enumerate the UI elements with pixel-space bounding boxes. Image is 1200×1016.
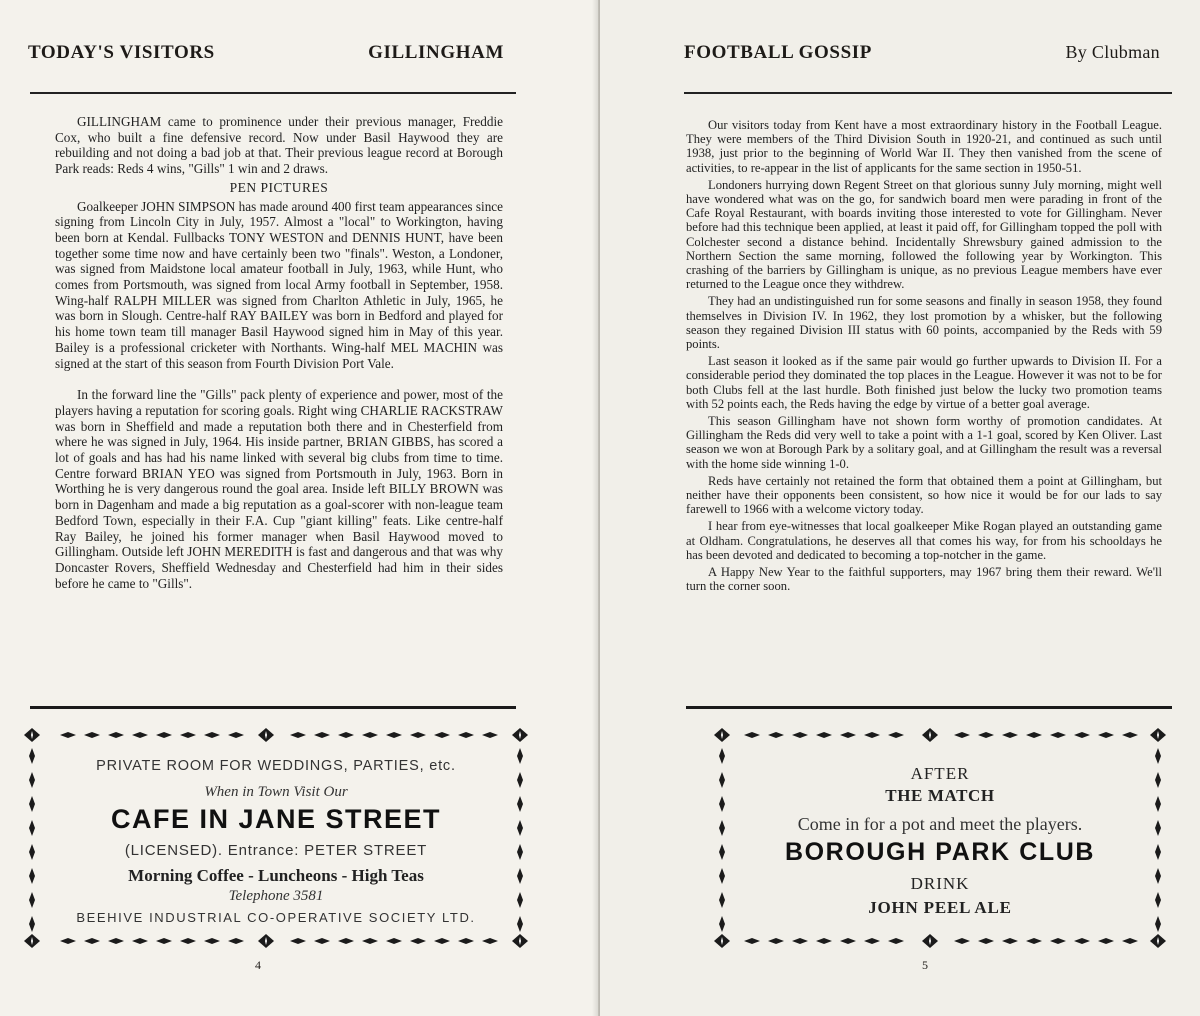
pen-pictures-heading: PEN PICTURES [229,179,329,195]
club-advert-after: AFTER [910,764,970,783]
cafe-advert-telephone: Telephone 3581 [228,888,324,904]
gossip-paragraph-3: They had an undistinguished run for some seasons and finally in season 1958, they found themselves in Division IV. In 1962, they lost promotion by a whisker, but the following season they regained Division III status with 60 points, accompanied by the Reds with 59 points. [686,294,1162,352]
club-advert-border-bottom [710,934,1170,948]
left-header-rule [30,92,516,94]
right-page-header-title: FOOTBALL GOSSIP [684,42,872,63]
right-advert-rule [686,706,1172,709]
gossip-paragraph-7: I hear from eye-witnesses that local goalkeeper Mike Rogan played an outstanding game at Oldham. Congratulations, he deserves all that comes his way, for from his schooldays he has been devoted and dedicated to becoming a top-notcher in the game. [686,519,1162,562]
gossip-paragraph-8: A Happy New Year to the faithful supporters, may 1967 bring them their reward. We'll turn the corner soon. [686,565,1162,594]
cafe-advert-line-4: (LICENSED). Entrance: PETER STREET [124,842,428,859]
right-article [686,118,1162,594]
left-page-header-title: TODAY'S VISITORS [28,42,215,63]
right-page [600,0,1200,1016]
cafe-advert-name: CAFE IN JANE STREET [110,804,442,834]
cafe-advert [20,728,532,958]
right-header-rule [684,92,1172,94]
cafe-advert-line-1: PRIVATE ROOM FOR WEDDINGS, PARTIES, etc. [96,758,456,774]
cafe-advert-line-5: Morning Coffee - Luncheons - High Teas [128,866,424,885]
advert-border-bottom [20,934,532,948]
club-advert-the-match: THE MATCH [885,786,995,805]
advert-border-left [25,746,39,934]
pen-pictures-paragraph-1: Goalkeeper JOHN SIMPSON has made around 400 first team appearances since signing from Lincoln City in July, 1957. Almost a "local" to Workington, having been born at Kendal. Fullbacks TONY WESTON and DENNIS HUNT, have been together some time now and have certainly been two "finals". Weston, a Londoner, was signed from Maidstone local amateur football in July, 1963, while Hunt, who comes from Portsmouth, was signed from local Army football in September, 1958. Wing-half RALPH MILLER was signed from Charlton Athletic in July, 1965, he was born in Slough. Centre-half RAY BAILEY was born in Bedford and played for his home town team till manager Basil Haywood signed him in May of this year. Bailey is a professional cricketer with Northants. Wing-half MEL MACHIN was signed at the start of this season from Fourth Division Port Vale. [55,198,503,371]
left-article [55,114,503,591]
gossip-paragraph-6: Reds have certainly not retained the form that obtained them a point at Gillingham, but neither have their opponents been consistent, so how nice it would be for our lads to say farewell to 1966 with a welcome victory today. [686,473,1162,517]
right-page-header-byline: By Clubman [1065,42,1160,62]
advert-border-right [513,746,527,934]
gossip-paragraph-5: This season Gillingham have not shown form worthy of promotion candidates. At Gillingham the Reds did very well to take a point with a 1-1 goal, scored by Ken Oliver. Last season we won at Borough Park by a solitary goal, and at Gillingham the result was a reversal with the home side winning 1-0. [686,414,1162,471]
left-page [0,0,598,1016]
club-advert-ale: JOHN PEEL ALE [868,898,1012,917]
club-advert-name: BOROUGH PARK CLUB [784,838,1096,866]
left-page-number: 4 [255,958,261,972]
club-advert-drink: DRINK [910,874,970,893]
intro-paragraph: GILLINGHAM came to prominence under their previous manager, Freddie Cox, who built a fine defensive record. Now under Basil Haywood they are rebuilding and not doing a bad job at that. Their previous league record at Borough Park reads: Reds 4 wins, "Gills" 1 win and 2 draws. [55,114,503,177]
club-advert-border-top [710,728,1170,742]
pen-pictures-paragraph-2: In the forward line the "Gills" pack plenty of experience and power, most of the players having a reputation for scoring goals. Right wing CHARLIE RACKSTRAW was born in Sheffield and made a reputation both there and in Chesterfield from where he was signed in July, 1964. His inside partner, BRIAN GIBBS, has scored a lot of goals and has had his name linked with several big clubs from time to time. Centre forward BRIAN YEO was signed from Portsmouth in July, 1963. Born in Worthing he is very dangerous round the goal area. Inside left BILLY BROWN was born in Dagenham and made a big reputation as a goal-scorer with non-league team Bedford Town, especially in their F.A. Cup "giant killing" feats. Like centre-half Ray Bailey, he joined his former manager when Basil Haywood moved to Gillingham. Outside left JOHN MEREDITH is fast and dangerous and that was why Doncaster Rovers, Sheffield Wednesday and Chesterfield had him in their sides before he came to "Gills". [55,387,503,591]
club-advert-invite: Come in for a pot and meet the players. [797,814,1083,834]
cafe-advert-society: BEEHIVE INDUSTRIAL CO-OPERATIVE SOCIETY LTD. [76,910,476,925]
left-page-header-team: GILLINGHAM [368,42,504,63]
club-advert [710,728,1170,958]
gossip-paragraph-1: Our visitors today from Kent have a most extraordinary history in the Football League. They were members of the Third Division South in 1920-21, and continued as such until 1938, just prior to the beginning of World War II. They then vanished from the scene of activities, to re-appear in the list of applicants for the same section in 1950-51. [686,118,1162,175]
left-advert-rule [30,706,516,709]
gossip-paragraph-2: Londoners hurrying down Regent Street on that glorious sunny July morning, might well have wondered what was on the go, for sandwich board men were parading in front of the Cafe Royal Restaurant, with boards inviting those interested to vote for Gillingham. Never before had this technique been applied, at least it paid off, for Gillingham topped the poll with Colchester second a distance behind. Incidentally Shrewsbury gained admission to the Northern Section the same morning, followed the following year by Workington. This crashing of the barriers by Gillingham is unique, as no previous League members have ever returned to the League once they withdrew. [686,177,1162,292]
cafe-advert-line-2: When in Town Visit Our [204,784,348,800]
right-page-number: 5 [922,958,928,972]
advert-border-top [20,728,532,742]
gossip-paragraph-4: Last season it looked as if the same pair would go further upwards to Division II. For a considerable period they dominated the top places in the League. However it was not to be for both Clubs fell at the last hurdle. Both finished just below the lucky two promotion teams with 52 points each, the Reds having the edge by virtue of a better goal average. [686,354,1162,411]
